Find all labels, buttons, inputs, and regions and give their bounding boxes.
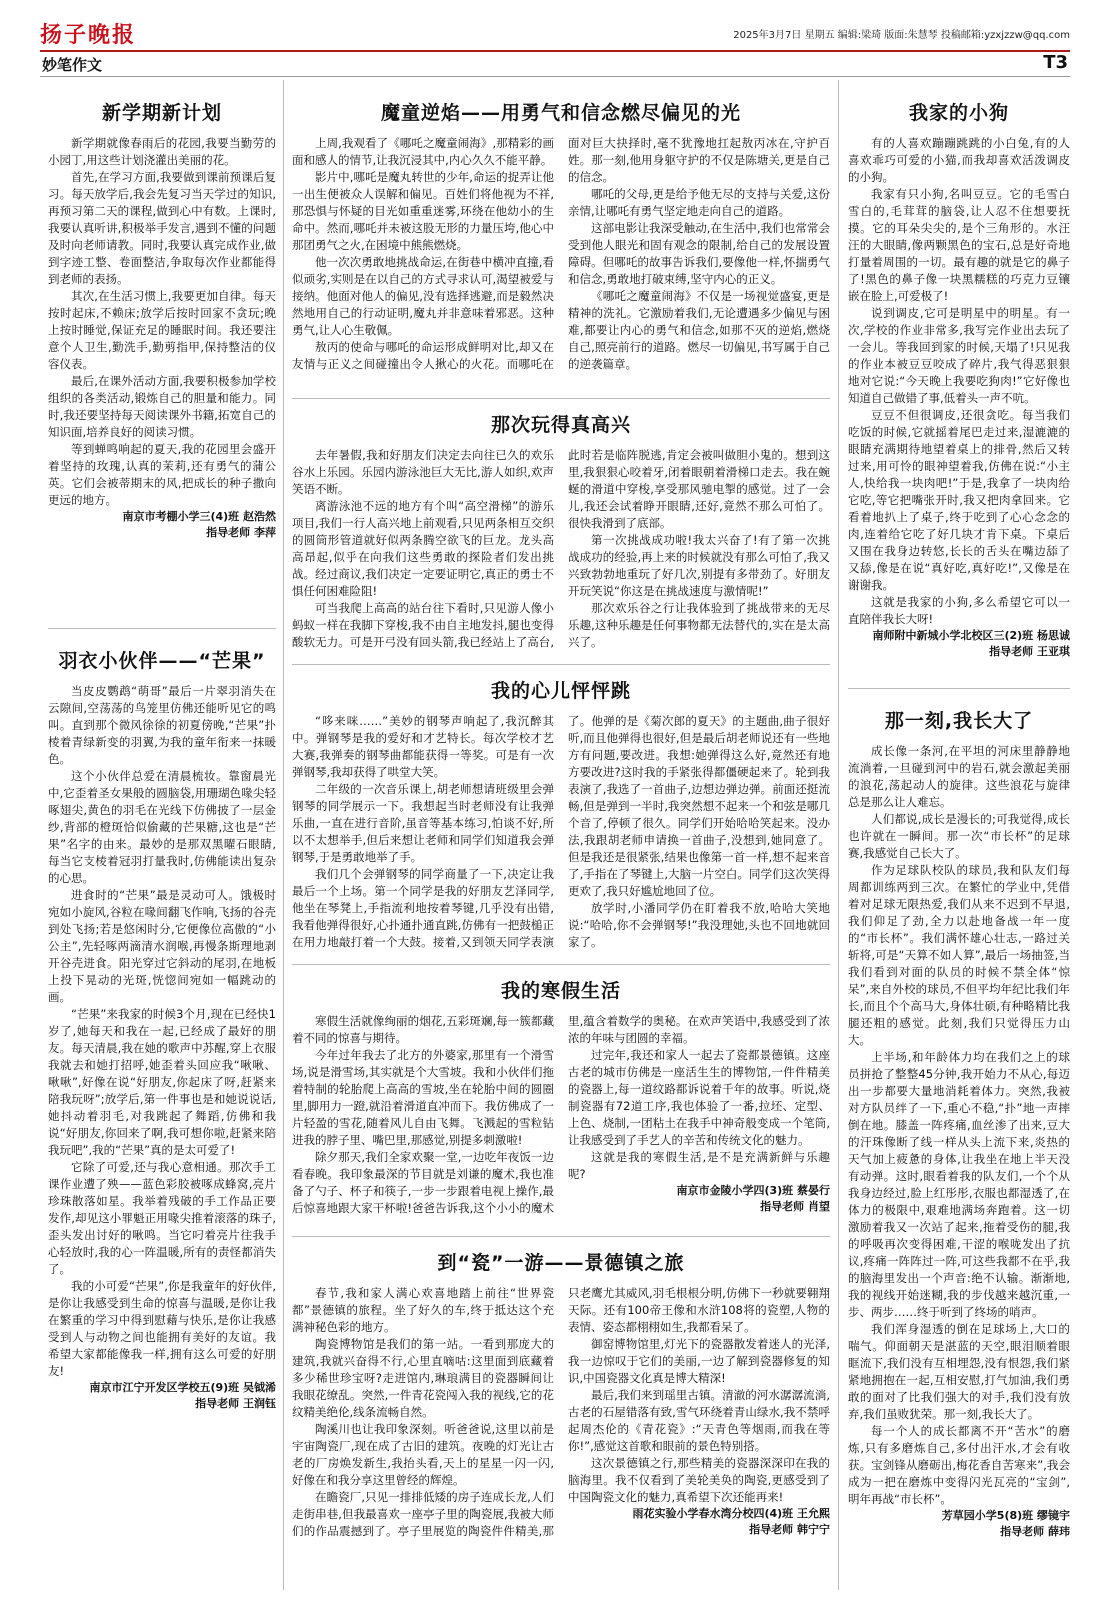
paragraph: 这就是我家的小狗,多么希望它可以一直陪伴我长大呀! xyxy=(848,595,1070,626)
article-body xyxy=(292,713,830,960)
paragraph: 当皮皮鹦鹉“萌哥”最后一片翠羽消失在云隙间,空荡荡的鸟笼里仿佛还能听见它的鸣叫。直到那个微风徐徐的初夏傍晚,“芒果”扑棱着青绿新变的羽翼,为我的童年衔来一抹暖色。 xyxy=(48,684,276,766)
page-number: T3 xyxy=(1043,52,1068,73)
paragraph: 我家有只小狗,名叫豆豆。它的毛雪白雪白的,毛茸茸的脑袋,让人忍不住想要抚摸。它的耳朵尖尖的,是个三角形的。水汪汪的大眼睛,像两颗黑色的宝石,总是好奇地打量着周围的一切。最有趣的就是它的鼻子了!黑色的鼻子像一块黑糯糕的巧克力豆镶嵌在脸上,可爱极了! xyxy=(848,187,1070,303)
paragraph: 陶溪川也让我印象深刻。听爸爸说,这里以前是宇宙陶瓷厂,现在成了古旧的建筑。夜晚的灯光让古老的厂房焕发新生,我抬头看,天上的星星一闪一闪,好像在和我分享这里曾经的辉煌。 xyxy=(292,1422,554,1487)
paragraph: 可当我爬上高高的站台往下看时,只见游人像小蚂蚁一样在我脚下穿梭,我不由自主地发抖,腿也变得酸软无力。可是开弓没有回头箭,我已经站上了高台,此时若是临阵脱逃,肯定会被叫做胆小鬼的。想到这里,我狠狠心咬着牙,闭着眼朝着滑梯口走去。我在蜿蜒的滑道中穿梭,享受那风驰电掣的感觉。过了一会儿,我还会试着睁开眼睛,还好,竟然不那么可怕了。很快我滑到了底部。 xyxy=(292,448,830,649)
article-fun-time xyxy=(292,404,830,660)
paragraph: 进食时的“芒果”最是灵动可人。饿极时宛如小旋风,谷粒在喙间翻飞作响,飞扬的谷壳到处飞扬;若是悠闲时分,它便像位高傲的“小公主”,先轻啄两滴清水润喉,再慢条斯理地剥开谷壳进食。阳光穿过它斜动的尾羽,在地板上投下晃动的光斑,恍惚间宛如一幅跳动的画。 xyxy=(48,888,276,1004)
article-new-semester-plan xyxy=(48,92,276,624)
paragraph: 每一个人的成长都离不开“苦水”的磨炼,只有多磨炼自己,多付出汗水,才会有收获。宝剑锋从磨砺出,梅花香自苦寒来”,我会成为一把在磨炼中变得闪光瓦亮的“宝剑”,明年再战“市长杯”。 xyxy=(848,1424,1070,1506)
paragraph: 那次欢乐谷之行让我体验到了挑战带来的无尽乐趣,这种乐趣是任何事物都无法替代的,实在是太高兴了。 xyxy=(568,601,830,649)
paragraph: 他一次次勇敢地挑战命运,在街巷中横冲直撞,看似顽劣,实则是在以自己的方式寻求认可,渴望被爱与接纳。他面对他人的偏见,没有选择逃避,而是毅然决然地用自己的行动证明,魔丸并非意味着邪恶。这种勇气,让人心生敬佩。 xyxy=(292,255,554,337)
paragraph: “哆来咪……”美妙的钢琴声响起了,我沉醉其中。弹钢琴是我的爱好和才艺特长。每次学校才艺大赛,我弹奏的钢琴曲都能获得一等奖。可是有一次弹钢琴,我却获得了哄堂大笑。 xyxy=(292,714,554,779)
paragraph: 在瞻瓷厂,只见一排排低矮的房子连成长龙,人们走街串巷,但我最喜欢一座亭子里的陶瓷展,我被大师们的作品震撼到了。亭子里展览的陶瓷件件精美,那只老鹰尤其威风,羽毛根根分明,仿佛下一秒就要翱翔天际。还有100帝王像和水浒108将的瓷塑,人物的表情、姿态都栩栩如生,我都看呆了。 xyxy=(292,1286,830,1538)
paragraph: 这就是我的寒假生活,是不是充满新鲜与乐趣呢? xyxy=(568,1150,830,1181)
teacher-line: 指导老师 王亚琪 xyxy=(989,645,1070,658)
paragraph: 它除了可爱,还与我心意相通。那次手工课作业遭了殃——蓝色彩胶被啄成蜂窝,亮片珍珠散落如星。我举着残破的手工作品正要发作,却见这小罪魁正用喙尖推着滚落的珠子,歪头发出讨好的啾鸣。当它叼着亮片往我手心轻放时,我的心一阵温暖,所有的责怪都消失了。 xyxy=(48,1160,276,1276)
column-rule xyxy=(838,80,839,1590)
paragraph: 除夕那天,我们全家欢聚一堂,一边吃年夜饭一边看春晚。我印象最深的节目就是刘谦的魔术,我也准备了勺子、杯子和筷子,一步一步跟着电视上操作,最后惊喜地跟大家干杯啦!爸爸告诉我,这个小小的魔术里,蕴含着数学的奥秘。在欢声笑语中,我感受到了浓浓的年味与团圆的幸福。 xyxy=(292,1014,830,1215)
section-bar xyxy=(40,50,1070,77)
article-nezha xyxy=(292,92,830,394)
paragraph: 最后,我们来到瑶里古镇。清澈的河水潺潺流淌,古老的石屋错落有致,雪气环绕着青山绿水,我不禁呼起周杰伦的《青花瓷》:“天青色等烟雨,而我在等你!”,感觉这首歌和眼前的景色特别搭。 xyxy=(568,1388,830,1453)
paragraph: 说到调皮,它可是明星中的明星。有一次,学校的作业非常多,我写完作业出去玩了一会儿。等我回到家的时候,天塌了!只见我的作业本被豆豆咬成了碎片,我气得恶狠狠地对它说:“今天晚上我要吃狗肉!”它好像也知道自己做错了事,低着头一声不吭。 xyxy=(848,306,1070,405)
article-title: 新学期新计划 xyxy=(101,102,222,124)
paragraph: 有的人喜欢蹦蹦跳跳的小白兔,有的人喜欢乖巧可爱的小猫,而我却喜欢活泼调皮的小狗。 xyxy=(848,136,1070,184)
paragraph: 我们几个会弹钢琴的同学商量了一下,决定让我最后一个上场。第一个同学是我的好朋友艺泽同学,他坐在琴凳上,手指流利地按着琴键,几乎没有出错,我看他弹得很好,心扑通扑通直跳,仿佛有一把鼓槌正在用力地敲打着一个大鼓。接着,又到领天同学表演了。他弹的是《菊次郎的夏天》的主题曲,曲子很好听,而且他弹得也很好,但是最后胡老师说还有一些地方有问题,要改进。我想:她弹得这么好,竟然还有地方要改进?这时我的手紧张得都僵硬起来了。轮到我表演了,我选了一首曲子,边想边弹边弹。前面还挺流畅,但是弹到一半时,我突然想不起来一个和弦是哪几个音了,停顿了很久。同学们开始哈哈笑起来。没办法,我跟胡老师申请换一首曲子,没想到,她同意了。但是我还是很紧张,结果也像第一首一样,想不起来音了,手指在了琴键上,大脑一片空白。同学们这次笑得更欢了,我只好尴尬地回了位。 xyxy=(292,714,830,949)
paragraph: 《哪吒之魔童闹海》不仅是一场视觉盛宴,更是精神的洗礼。它激励着我们,无论遭遇多少偏见与困难,都要让内心的勇气和信念,如那不灭的逆焰,燃烧自己,照亮前行的道路。燃尽一切偏见,书写属于自己的逆袭篇章。 xyxy=(568,289,830,371)
paragraph: 放学时,小潘同学仍在盯着我不放,哈哈大笑地说:“哈哈,你不会弹钢琴!”我没理她,头也不回地就回家了。 xyxy=(568,901,830,949)
paragraph: 上半场,和年龄体力均在我们之上的球员拼抢了整整45分钟,我开始力不从心,每迈出一步都要大量地消耗着体力。突然,我被对方队员绊了一下,重心不稳,“扑”地一声摔倒在地。膝盖一阵疼痛,血丝渗了出来,豆大的汗珠像断了线一样从头上流下来,炎热的天气加上疲惫的身体,让我坐在地上半天没有动弹。这时,眼看着我的队友们,一个个从我身边经过,脸上红彤彤,衣服也都湿透了,在体力的极限中,艰难地满场奔跑着。这一切激励着我又一次站了起来,拖着受伤的腿,我的呼吸再次变得困难,干涩的喉咙发出了抗议,疼痛一阵阵过一阵,可这些我都不在乎,我的脑海里发出一个声音:绝不认输。渐渐地,我的视线开始迷糊,我的步伐越来越沉重,一步、两步……终于听到了终场的哨声。 xyxy=(848,1050,1070,1319)
issue-meta: 2025年3月7日 星期五 编辑:梁琦 版面:朱慧琴 投稿邮箱:yzxjzzw@qq.com xyxy=(733,30,1070,41)
paragraph: 这次景德镇之行,那些精美的瓷器深深印在我的脑海里。我不仅看到了美轮美奂的陶瓷,更感受到了中国陶瓷文化的魅力,真希望下次还能再来! xyxy=(568,1456,830,1504)
paragraph: 春节,我和家人满心欢喜地踏上前往“世界瓷都”景德镇的旅程。坐了好久的车,终于抵达这个充满神秘色彩的地方。 xyxy=(292,1286,554,1334)
paragraph: 成长像一条河,在平坦的河床里静静地流淌着,一旦碰到河中的岩石,就会激起美丽的浪花,荡起动人的旋律。这些浪花与旋律总是那么让人难忘。 xyxy=(848,744,1070,809)
article-rule xyxy=(292,664,830,665)
paragraph: 等到蝉鸣响起的夏天,我的花园里会盛开着坚持的玫瑰,认真的茉莉,还有勇气的蒲公英。它们会被蒂期末的风,把成长的种子撒向更远的地方。 xyxy=(48,442,276,507)
article-body xyxy=(292,135,830,387)
paragraph: 过完年,我还和家人一起去了瓷都景德镇。这座古老的城市仿佛是一座活生生的博物馆,一件件精美的瓷器上,每一道纹路都诉说着千年的故事。听说,烧制瓷器有72道工序,我也体验了一番,拉坯、定型、上色、烧制,一团粘土在我手中神奇般变成一个笔筒,让我感受到了手艺人的辛苦和传统文化的魅力。 xyxy=(568,1048,830,1147)
paragraph: 陶瓷博物馆是我们的第一站。一看到那庞大的建筑,我就兴奋得不行,心里直嘀咕:这里面到底藏着多少稀世珍宝呀?走进馆内,琳琅满目的瓷器瞬间让我眼花缭乱。突然,一件青花瓷闯入我的视线,它的花纹精美绝伦,线条流畅自然。 xyxy=(292,1337,554,1419)
article-mango-parrot xyxy=(48,640,276,1590)
paragraph: 寒假生活就像绚丽的烟花,五彩斑斓,每一簇都藏着不同的惊喜与期待。 xyxy=(292,1014,554,1045)
article-growing-up xyxy=(848,700,1070,1590)
article-title: 我家的小狗 xyxy=(908,102,1009,124)
author-line: 南京市考棚小学三(4)班 赵浩然 xyxy=(122,510,276,523)
article-body xyxy=(292,1285,830,1590)
paragraph: 新学期就像春雨后的花园,我要当勤劳的小园丁,用这些计划浇灌出美丽的花。 xyxy=(48,136,276,167)
article-title: 魔童逆焰——用勇气和信念燃尽偏见的光 xyxy=(380,102,741,124)
paragraph: 这部电影让我深受触动,在生活中,我们也常常会受到他人眼光和固有观念的限制,给自己的发展设置障碍。但哪吒的故事告诉我们,要像他一样,怀揣勇气和信念,勇敢地打破束缚,坚守内心的正义。 xyxy=(568,221,830,286)
paragraph: 离游泳池不远的地方有个叫“高空滑梯”的游乐项目,我们一行人高兴地上前观看,只见两条相互交织的圆筒形管道就好似两条腾空欲飞的巨龙。龙头高高昂起,似乎在向我们这些勇敢的探险者们发出挑战。经过商议,我们决定一定要证明它,真正的勇士不惧任何困难险阻! xyxy=(292,499,554,598)
article-my-dog xyxy=(848,92,1070,684)
section-name: 妙笔作文 xyxy=(42,56,103,74)
article-body xyxy=(292,447,830,660)
paragraph: 我们浑身湿透的倒在足球场上,大口的喘气。仰面朝天是湛蓝的天空,眼泪顺着眼眶流下,我们没有互相埋怨,没有恨怨,我们紧紧地拥抱在一起,互相安慰,打气加油,我们勇敢的面对了比我们强大的对手,我们没有放弃,我们虽败犹荣。那一刻,我长大了。 xyxy=(848,1322,1070,1421)
article-title: 羽衣小伙伴——“芒果” xyxy=(58,650,266,672)
newspaper-logo: 扬子晚报 xyxy=(40,22,137,48)
paragraph: 敖丙的使命与哪吒的命运形成鲜明对比,却又在友情与正义之间碰撞出令人揪心的火花。而哪吒在面对巨大抉择时,毫不犹豫地扛起敖丙冰在,守护百姓。那一刻,他用身躯守护的不仅是陈塘关,更是自己的信念。 xyxy=(292,136,830,371)
author-line: 芳草园小学5(8)班 缪镜宇 xyxy=(941,1509,1070,1522)
article-heart-beat xyxy=(292,670,830,960)
article-rule xyxy=(48,628,276,629)
article-title: 到“瓷”一游——景德镇之旅 xyxy=(437,1252,685,1274)
paragraph: 哪吒的父母,更是给予他无尽的支持与关爱,这份亲情,让哪吒有勇气坚定地走向自己的道路。 xyxy=(568,187,830,218)
paragraph: 作为足球队校队的球员,我和队友们每周都训练两到三次。在繁忙的学业中,凭借着对足球无限热爱,我们从来不迟到不早退,我们仰足了劲,全力以赴地备战一年一度的“市长杯”。我们满怀雄心壮志,一路过关斩将,可是“天算不如人算”,最后一场抽签,当我们看到对面的队员的时候不禁全体“惊呆”,来自外校的球员,不但平均年纪比我们年长,而且个个高马大,身体壮硕,有种略精比我腿还粗的感觉。此刻,我们只觉得压力山大。 xyxy=(848,863,1070,1047)
article-jingdezhen-trip xyxy=(292,1242,830,1590)
paragraph: 这个小伙伴总爱在清晨梳妆。靠窗晨光中,它歪着圣女果般的圆脑袋,用珊瑚色喙尖轻啄翅尖,黄色的羽毛在光线下仿佛披了一层金纱,背部的橙斑恰似偷藏的芒果糖,这也是“芒果”名字的由来。最妙的是那双黑曜石眼睛,每当它支棱着冠羽打量我时,仿佛能读出复杂的心思。 xyxy=(48,769,276,885)
author-line: 南京市金陵小学四(3)班 蔡晏行 xyxy=(676,1184,830,1197)
paragraph: 其次,在生活习惯上,我要更加自律。每天按时起床,不赖床;放学后按时回家不贪玩;晚上按时睡觉,保证充足的睡眠时间。我还要注意个人卫生,勤洗手,勤剪指甲,保持整洁的仪容仪表。 xyxy=(48,289,276,371)
paragraph: 首先,在学习方面,我要做到课前预课后复习。每天放学后,我会先复习当天学过的知识,再预习第二天的课程,做到心中有数。上课时,我要认真听讲,积极举手发言,遇到不懂的问题及时向老师请教。同时,我要认真完成作业,做到字迹工整、卷面整洁,争取每次作业都能得到老师的表扬。 xyxy=(48,170,276,286)
paragraph: 影片中,哪吒是魔丸转世的少年,命运的捉弄让他一出生便被众人误解和偏见。百姓们将他视为不祥,那恐惧与怀疑的目光如重重迷雾,环绕在他幼小的生命中。然而,哪吒并未被这股无形的力量压垮,他心中那团勇气之火,在困境中熊熊燃烧。 xyxy=(292,170,554,252)
article-title: 我的心儿怦怦跳 xyxy=(490,680,631,702)
article-rule xyxy=(292,1236,830,1237)
teacher-line: 指导老师 王润钰 xyxy=(195,1397,276,1410)
article-rule xyxy=(292,398,830,399)
article-rule xyxy=(848,688,1070,689)
article-rule xyxy=(292,964,830,965)
paragraph: 豆豆不但很调皮,还很贪吃。每当我们吃饭的时候,它就摇着尾巴走过来,湿漉漉的眼睛充满期待地望着桌上的排骨,然后又转过来,用可怜的眼神望着我,仿佛在说:“小主人,快给我一块肉吧!”于是,我拿了一块肉给它吃,等它把嘴张开时,我又把肉拿回来。它看着地扒上了桌子,终于吃到了心心念念的肉,连着给它吃了好几块才肯下桌。下桌后又围在我身边转悠,长长的舌头在嘴边舔了又舔,像是在说“真好吃,真好吃!”,又像是在谢谢我。 xyxy=(848,408,1070,592)
teacher-line: 指导老师 肖望 xyxy=(760,1200,830,1213)
paragraph: 去年暑假,我和好朋友们决定去向往已久的欢乐谷水上乐园。乐园内游泳池巨大无比,游人如织,欢声笑语不断。 xyxy=(292,448,554,496)
paragraph: 人们都说,成长是漫长的;可我觉得,成长也许就在一瞬间。那一次“市长杯”的足球赛,我感觉自己长大了。 xyxy=(848,812,1070,860)
paragraph: 第一次挑战成功啦!我太兴奋了!有了第一次挑战成功的经验,再上来的时候就没有那么可怕了,我又兴致勃勃地重玩了好几次,别提有多带劲了。好朋友开玩笑说“你这是在挑战速度与激情呢!” xyxy=(568,533,830,598)
teacher-line: 指导老师 李萍 xyxy=(206,526,276,539)
paragraph: 上周,我观看了《哪吒之魔童闹海》,那精彩的画面和感人的情节,让我沉浸其中,内心久久不能平静。 xyxy=(292,136,554,167)
teacher-line: 指导老师 韩宁宁 xyxy=(749,1523,830,1536)
teacher-line: 指导老师 薛玮 xyxy=(1000,1525,1070,1538)
paragraph: 最后,在课外活动方面,我要积极参加学校组织的各类活动,锻炼自己的胆量和能力。同时,我还要坚持每天阅读课外书籍,拓宽自己的知识面,培养良好的阅读习惯。 xyxy=(48,374,276,439)
author-line: 南师附中新城小学北校区三(2)班 杨思诚 xyxy=(872,629,1070,642)
article-title: 那一刻,我长大了 xyxy=(884,710,1034,732)
article-body xyxy=(292,1013,830,1232)
paragraph: 御窑博物馆里,灯光下的瓷器散发着迷人的光泽,我一边惊叹于它们的美丽,一边了解到瓷器修复的知识,中国瓷器文化真是博大精深! xyxy=(568,1337,830,1385)
paragraph: 我的小可爱“芒果”,你是我童年的好伙伴,是你让我感受到生命的惊喜与温暖,是你让我在繁重的学习中得到慰藉与快乐,是你让我感受到人与动物之间也能拥有美好的友谊。我希望大家都能像我一样,拥有这么可爱的好朋友! xyxy=(48,1279,276,1378)
masthead xyxy=(40,18,1070,48)
author-line: 雨花实验小学春水湾分校四(4)班 王允熙 xyxy=(632,1507,830,1520)
article-title: 我的寒假生活 xyxy=(500,980,621,1002)
paragraph: 今年过年我去了北方的外婆家,那里有一个滑雪场,说是滑雪场,其实就是个大雪坡。我和小伙伴们拖着特制的轮胎爬上高高的雪坡,坐在轮胎中间的圆圈里,脚用力一蹬,就沿着滑道直冲而下。我仿佛成了一片轻盈的雪花,随着风儿自由飞舞。飞溅起的雪粒钻进我的脖子里、嘴巴里,那感觉,别提多刺激啦! xyxy=(292,1048,554,1147)
author-line: 南京市江宁开发区学校五(9)班 吴钺浠 xyxy=(89,1381,276,1394)
paragraph: 二年级的一次音乐课上,胡老师想请班级里会弹钢琴的同学展示一下。我想起当时老师没有让我弹乐曲,一直在进行音阶,虽音等基本练习,怕谈不好,所以不太想举手,但后来想让老师和同学们知道我会弹钢琴,于是勇敢地举了手。 xyxy=(292,782,554,864)
article-winter-break xyxy=(292,970,830,1232)
paragraph: “芒果”来我家的时候3个月,现在已经快1岁了,她每天和我在一起,已经成了最好的朋友。每天清晨,我在她的歌声中苏醒,穿上衣服我就去和她打招呼,她歪着头回应我“啾啾、啾啾”,好像在说“好朋友,你起床了呀,赶紧来陪我玩呀”;放学后,第一件事也是和她说说话,她抖动着羽毛,对我跳起了舞蹈,仿佛和我说“好朋友,你回来了啊,我可想你啦,赶紧来陪我玩吧”,我的“芒果”真的是太可爱了! xyxy=(48,1007,276,1157)
article-title: 那次玩得真高兴 xyxy=(490,414,631,436)
column-rule xyxy=(283,80,284,1590)
